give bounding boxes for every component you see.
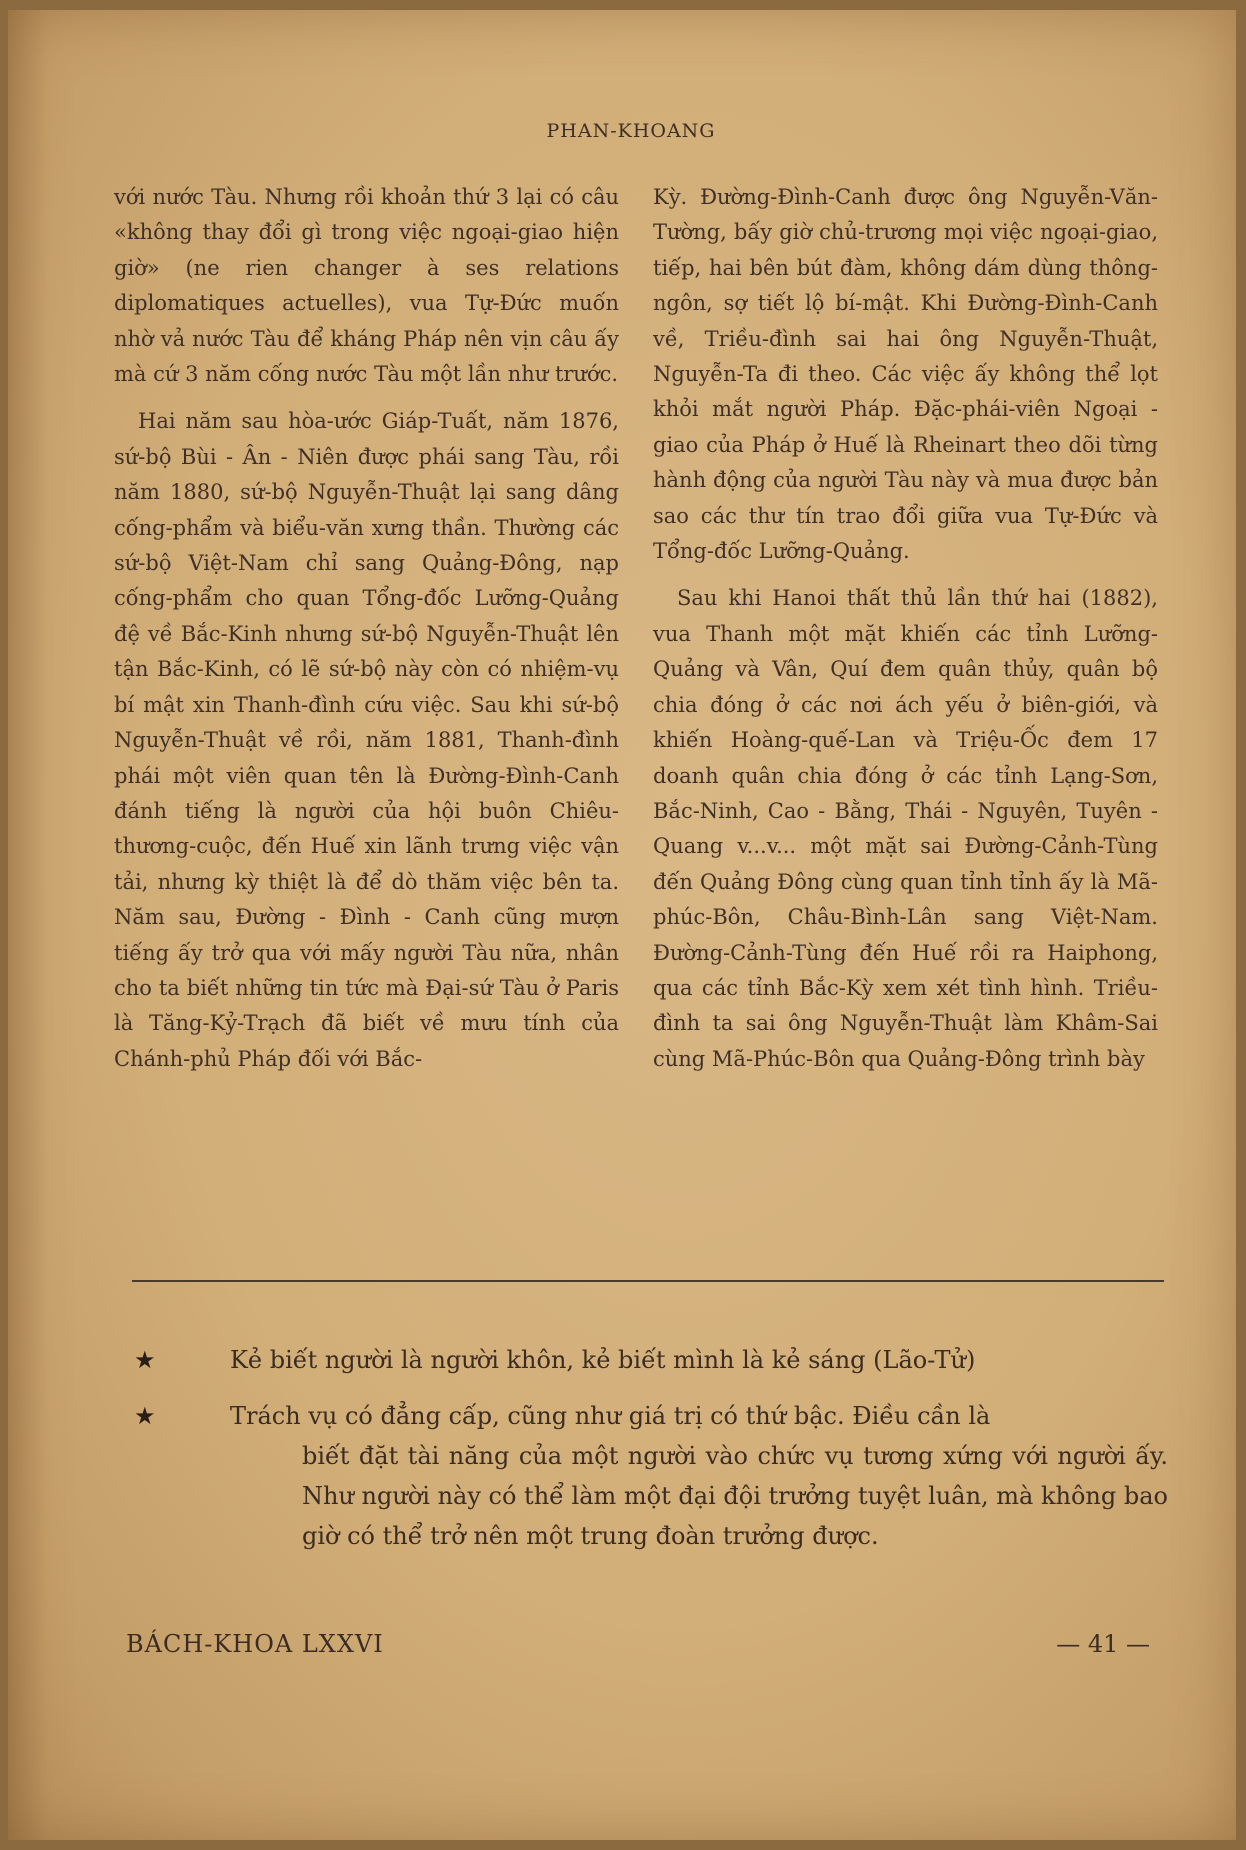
- left-column: [114, 180, 619, 1089]
- quotes-block: [128, 1340, 1168, 1572]
- running-title: PHAN-KHOANG: [546, 120, 716, 142]
- binding-edge: [8, 10, 48, 1840]
- left-paragraph-1: với nước Tàu. Nhưng rồi khoản thứ 3 lại có câu «không thay đổi gì trong việc ngoại-giao hiện giờ» (ne rien changer à ses relations diplomatiques actuelles), vua Tự-Đức muốn nhờ vả nước Tàu để kháng Pháp nên vịn câu ấy mà cứ 3 năm cống nước Tàu một lần như trước.: [114, 185, 619, 387]
- section-divider: [132, 1280, 1164, 1282]
- star-icon: ★: [134, 1346, 156, 1374]
- quote-text: Trách vụ có đẳng cấp, cũng như giá trị có thứ bậc. Điều cần là: [230, 1402, 991, 1430]
- right-paragraph-2: Sau khi Hanoi thất thủ lần thứ hai (1882), vua Thanh một mặt khiến các tỉnh Lưỡng-Quảng và Vân, Quí đem quân thủy, quân bộ chia đóng ở các nơi ách yếu ở biên-giới, và khiến Hoàng-quế-Lan và Triệu-Ốc đem 17 doanh quân chia đóng ở các tỉnh Lạng-Sơn, Bắc-Ninh, Cao - Bằng, Thái - Nguyên, Tuyên - Quang v...v... một mặt sai Đường-Cảnh-Tùng đến Quảng Đông cùng quan tỉnh tỉnh ấy là Mã-phúc-Bôn, Châu-Bình-Lân sang Việt-Nam. Đường-Cảnh-Tùng đến Huế rồi ra Haiphong, qua các tỉnh Bắc-Kỳ xem xét tình hình. Triều-đình ta sai ông Nguyễn-Thuật làm Khâm-Sai cùng Mã-Phúc-Bôn qua Quảng-Đông trình bày: [653, 586, 1158, 1071]
- quote-text-continued: biết đặt tài năng của một người vào chức vụ tương xứng với người ấy. Như người này có thể làm một đại đội trưởng tuyệt luân, mà không bao giờ có thể trở nên một trung đoàn trưởng được.: [302, 1442, 1168, 1550]
- star-icon: ★: [134, 1402, 156, 1430]
- publication-label: BÁCH-KHOA LXXVI: [126, 1630, 384, 1658]
- document-page: [8, 10, 1236, 1840]
- quote-item: [128, 1340, 1168, 1380]
- left-paragraph-2: Hai năm sau hòa-ước Giáp-Tuất, năm 1876, sứ-bộ Bùi - Ân - Niên được phái sang Tàu, rồi năm 1880, sứ-bộ Nguyễn-Thuật lại sang dâng cống-phẩm và biểu-văn xưng thần. Thường các sứ-bộ Việt-Nam chỉ sang Quảng-Đông, nạp cống-phẩm cho quan Tổng-đốc Lưỡng-Quảng đệ về Bắc-Kinh nhưng sứ-bộ Nguyễn-Thuật lên tận Bắc-Kinh, có lẽ sứ-bộ này còn có nhiệm-vụ bí mật xin Thanh-đình cứu việc. Sau khi sứ-bộ Nguyễn-Thuật về rồi, năm 1881, Thanh-đình phái một viên quan tên là Đường-Đình-Canh đánh tiếng là người của hội buôn Chiêu-thương-cuộc, đến Huế xin lãnh trưng việc vận tải, nhưng kỳ thiệt là để dò thăm việc bên ta. Năm sau, Đường - Đình - Canh cũng mượn tiếng ấy trở qua với mấy người Tàu nữa, nhân cho ta biết những tin tức mà Đại-sứ Tàu ở Paris là Tăng-Kỷ-Trạch đã biết về mưu tính của Chánh-phủ Pháp đối với Bắc-: [114, 409, 619, 1071]
- quote-text: Kẻ biết người là người khôn, kẻ biết mình là kẻ sáng (Lão-Tử): [230, 1346, 976, 1374]
- right-column: [653, 180, 1158, 1089]
- page-number: — 41 —: [1056, 1630, 1150, 1658]
- right-paragraph-1: Kỳ. Đường-Đình-Canh được ông Nguyễn-Văn-Tường, bấy giờ chủ-trương mọi việc ngoại-giao, tiếp, hai bên bút đàm, không dám dùng thông-ngôn, sợ tiết lộ bí-mật. Khi Đường-Đình-Canh về, Triều-đình sai hai ông Nguyễn-Thuật, Nguyễn-Ta đi theo. Các việc ấy không thể lọt khỏi mắt người Pháp. Đặc-phái-viên Ngoại - giao của Pháp ở Huế là Rheinart theo dõi từng hành động của người Tàu này và mua được bản sao các thư tín trao đổi giữa vua Tự-Đức và Tổng-đốc Lưỡng-Quảng.: [653, 185, 1158, 564]
- quote-item: [128, 1396, 1168, 1556]
